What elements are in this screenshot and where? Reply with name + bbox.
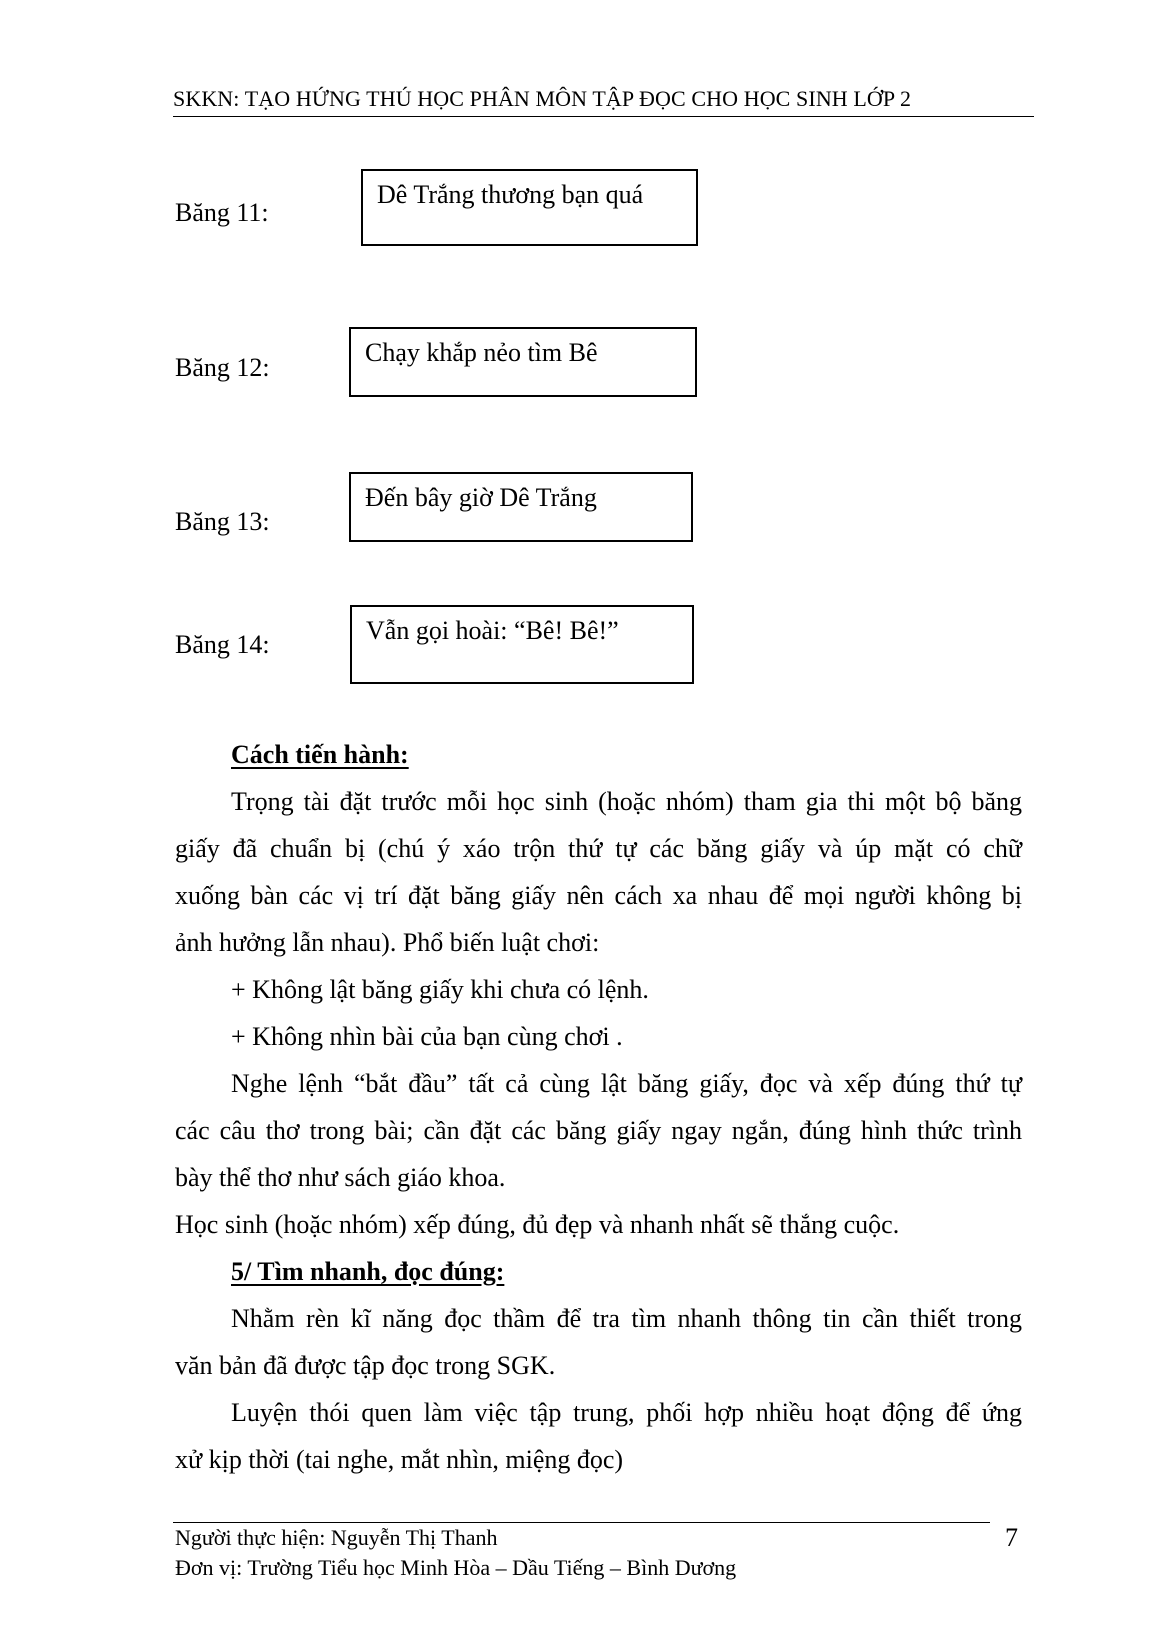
paragraph-line: Trọng tài đặt trước mỗi học sinh (hoặc nhóm) tham gia thi một bộ băng	[231, 787, 1022, 816]
strip-box-11: Dê Trắng thương bạn quá	[361, 169, 698, 246]
footer-unit: Đơn vị: Trường Tiểu học Minh Hòa – Dầu Tiếng – Bình Dương	[175, 1555, 737, 1580]
strip-label-12: Băng 12:	[175, 353, 270, 382]
paragraph-line: Học sinh (hoặc nhóm) xếp đúng, đủ đẹp và nhanh nhất sẽ thắng cuộc.	[175, 1210, 900, 1239]
footer-author: Người thực hiện: Nguyễn Thị Thanh	[175, 1525, 498, 1550]
paragraph-line: Nhằm rèn kĩ năng đọc thầm để tra tìm nhanh thông tin cần thiết trong	[231, 1304, 1022, 1333]
paragraph-line: giấy đã chuẩn bị (chú ý xáo trộn thứ tự các băng giấy và úp mặt có chữ	[175, 834, 1022, 863]
strip-label-14: Băng 14:	[175, 630, 270, 659]
running-header: SKKN: TẠO HỨNG THÚ HỌC PHÂN MÔN TẬP ĐỌC CHO HỌC SINH LỚP 2	[173, 86, 912, 111]
paragraph-line: ảnh hưởng lẫn nhau). Phổ biến luật chơi:	[175, 928, 600, 957]
footer-divider	[173, 1522, 990, 1523]
strip-label-11: Băng 11:	[175, 198, 269, 227]
paragraph-line: Luyện thói quen làm việc tập trung, phối hợp nhiều hoạt động để ứng	[231, 1398, 1022, 1427]
paragraph-line: các câu thơ trong bài; cần đặt các băng giấy ngay ngắn, đúng hình thức trình	[175, 1116, 1022, 1145]
paragraph-line: xuống bàn các vị trí đặt băng giấy nên cách xa nhau để mọi người không bị	[175, 881, 1022, 910]
strip-box-13: Đến bây giờ Dê Trắng	[349, 472, 693, 542]
paragraph-line: Nghe lệnh “bắt đầu” tất cả cùng lật băng giấy, đọc và xếp đúng thứ tự	[231, 1069, 1022, 1098]
section-heading-procedure: Cách tiến hành:	[231, 740, 409, 769]
strip-box-12: Chạy khắp nẻo tìm Bê	[349, 327, 697, 397]
strip-box-14: Vẫn gọi hoài: “Bê! Bê!”	[350, 605, 694, 684]
strip-label-13: Băng 13:	[175, 507, 270, 536]
rule-item: + Không nhìn bài của bạn cùng chơi .	[231, 1022, 623, 1051]
paragraph-line: bày thể thơ như sách giáo khoa.	[175, 1163, 506, 1192]
header-divider	[173, 116, 1034, 117]
paragraph-line: xử kịp thời (tai nghe, mắt nhìn, miệng đọc)	[175, 1445, 624, 1474]
paragraph-line: văn bản đã được tập đọc trong SGK.	[175, 1351, 556, 1380]
rule-item: + Không lật băng giấy khi chưa có lệnh.	[231, 975, 649, 1004]
body-text	[175, 731, 1022, 1483]
section-heading-five: 5/ Tìm nhanh, đọc đúng:	[231, 1257, 505, 1286]
page-number: 7	[1005, 1523, 1018, 1552]
